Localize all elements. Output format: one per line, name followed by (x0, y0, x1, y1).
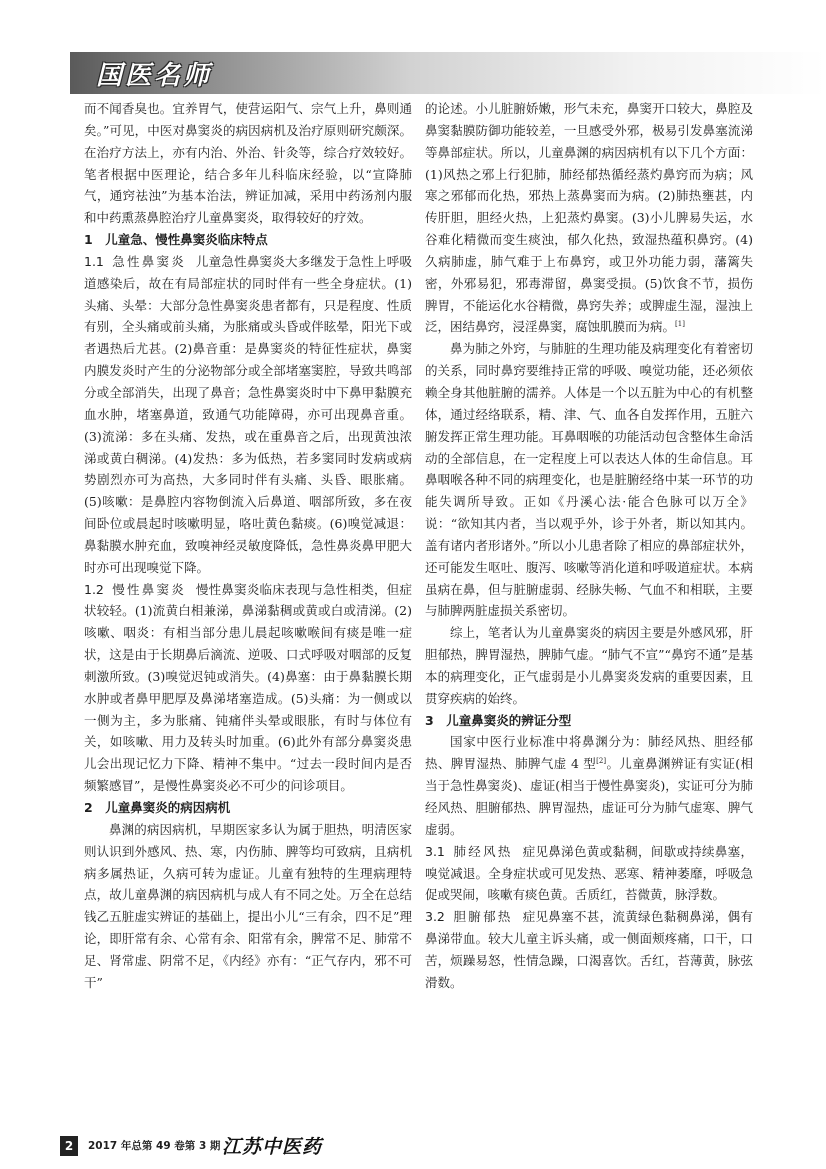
issue-info: 2017 年总第 49 卷第 3 期 (88, 1140, 221, 1152)
subsection-3-1 (425, 841, 753, 907)
left-column (84, 98, 412, 994)
subsection-text: 症见鼻塞不甚，流黄绿色黏稠鼻涕，偶有鼻涕带血。较大儿童主诉头痛，或一侧面颊疼痛，口干，口苦，烦躁易怒，性情急躁，口渴喜饮。舌红，苔薄黄，脉弦滑数。 (425, 909, 753, 990)
paragraph: 而不闻香臭也。宜养胃气，使营运阳气、宗气上升，鼻则通矣。”可见，中医对鼻窦炎的病因病机及治疗原则研究颇深。在治疗方法上，亦有内治、外治、针灸等，综合疗效较好。笔者根据中医理论，结合多年儿科临床经验，以“宣降肺气，通窍祛浊”为基本治法，辨证加减，采用中药汤剂内服和中药熏蒸鼻腔治疗儿童鼻窦炎，取得较好的疗效。 (84, 101, 412, 226)
subsection-text: 症见鼻涕色黄或黏稠，间歇或持续鼻塞，嗅觉减退。全身症状或可见发热、恶寒、精神萎靡，呼吸急促或哭闹，咳嗽有痰色黄。舌质红，苔微黄，脉浮数。 (425, 843, 753, 903)
heading-2: 2 儿童鼻窦炎的病因病机 (84, 800, 231, 815)
subsection-title: 胆腑郁热 (453, 909, 513, 925)
subsection-number: 1.1 (84, 253, 104, 269)
subsection-number: 3.1 (425, 843, 445, 859)
subsection-title: 慢性鼻窦炎 (112, 581, 186, 597)
subsection-text: 慢性鼻窦炎临床表现与急性相类，但症状较轻。(1)流黄白相兼涕，鼻涕黏稠或黄或白或清涕。(2)咳嗽、咽炎：有相当部分患儿晨起咳嗽喉间有痰是唯一症状，这是由于长期鼻后滴流、逆吸、口式呼吸对咽部的反复刺激所致。(3)嗅觉迟钝或消失。(4)鼻塞：由于鼻黏膜长期水肿或者鼻甲肥厚及鼻涕堵塞造成。(5)头痛：为一侧或以一侧为主，多为胀痛、钝痛伴头晕或眼胀，有时与体位有关，如咳嗽、用力及转头时加重。(6)此外有部分鼻窦炎患儿会出现记忆力下降、精神不集中。“过去一段时间内是否频繁感冒”，是慢性鼻窦炎必不可少的问诊项目。 (84, 581, 412, 794)
paragraph: 鼻为肺之外窍，与肺脏的生理功能及病理变化有着密切的关系，同时鼻窍要维持正常的呼吸、嗅觉功能，还必须依赖全身其他脏腑的濡养。人体是一个以五脏为中心的有机整体，通过经络联系，精、津、气、血各自发挥作用，五脏六腑发挥正常生理功能。耳鼻咽喉的功能活动包含整体生命活动的全部信息，在一定程度上可以表达人体的生命信息。耳鼻咽喉各种不同的病理变化，也是脏腑经络中某一环节的功能失调所导致。正如《丹溪心法·能合色脉可以万全》说：“欲知其内者，当以观乎外，诊于外者，斯以知其内。盖有诸内者形诸外。”所以小儿患者除了相应的鼻部症状外，还可能发生呕吐、腹泻、咳嗽等消化道和呼吸道症状。本病虽病在鼻，但与脏腑虚弱、经脉失畅、气血不和相联，主要与肺脾两脏虚损关系密切。 (425, 341, 753, 619)
subsection-1-1 (84, 251, 412, 579)
subsection-3-2 (425, 906, 753, 993)
page-number: 2 (60, 1136, 78, 1156)
subsection-1-2 (84, 579, 412, 797)
citation: [2] (596, 757, 607, 766)
section-title: 国医名师 (96, 61, 213, 91)
paragraph-text: 。儿童鼻渊辨证有实证(相当于急性鼻窦炎)、虚证(相当于慢性鼻窦炎)，实证可分为肺经风热、胆腑郁热、脾胃湿热，虚证可分为肺气虚寒、脾气虚弱。 (425, 756, 753, 837)
subsection-text: 儿童急性鼻窦炎大多继发于急性上呼吸道感染后，故在有局部症状的同时伴有一些全身症状。(1)头痛、头晕：大部分急性鼻窦炎患者都有，只是程度、性质有别，全头痛或前头痛，为胀痛或头昏或伴眩晕，阳光下或者遇热后尤甚。(2)鼻音重：是鼻窦炎的特征性症状，鼻窦内膜发炎时产生的分泌物部分或全部堵塞窦腔，导致共鸣部分或全部消失，出现了鼻音；急性鼻窦炎时中下鼻甲黏膜充血水肿，堵塞鼻道，致通气功能障碍，亦可出现鼻音重。(3)流涕：多在头痛、发热，或在重鼻音之后，出现黄浊浓涕或黄白稠涕。(4)发热：多为低热，若多窦同时发病或病势剧烈亦可为高热，大多同时伴有头痛、头昏、眼胀痛。(5)咳嗽：是鼻腔内容物倒流入后鼻道、咽部所致，多在夜间卧位或晨起时咳嗽明显，咯吐黄色黏痰。(6)嗅觉减退：鼻黏膜水肿充血，致嗅神经灵敏度降低，急性鼻炎鼻甲肥大时亦可出现嗅觉下降。 (84, 253, 412, 575)
paragraph (425, 731, 753, 840)
heading-3: 3 儿童鼻窦炎的辨证分型 (425, 712, 572, 728)
subsection-title: 急性鼻窦炎 (112, 253, 186, 269)
page-footer (60, 1133, 760, 1159)
subsection-number: 3.2 (425, 909, 445, 925)
subsection-number: 1.2 (84, 581, 104, 597)
paragraph (425, 98, 753, 338)
subsection-title: 肺经风热 (453, 843, 513, 859)
citation: [1] (675, 320, 685, 329)
heading-1: 1 儿童急、慢性鼻窦炎临床特点 (84, 232, 268, 248)
paragraph-text: 国家中医行业标准中将鼻渊分为：肺经风热、胆经郁热、脾胃湿热、肺脾气虚 4 型 (425, 734, 753, 772)
paragraph: 综上，笔者认为儿童鼻窦炎的病因主要是外感风邪，肝胆郁热，脾胃湿热，脾肺气虚。“肺气不宣”“鼻窍不通”是基本的病理变化，正气虚弱是小儿鼻窦炎发病的重要因素，且贯穿疾病的始终。 (425, 625, 753, 706)
journal-logo: 江苏中医药 (222, 1136, 323, 1158)
right-column (425, 98, 753, 994)
section-header (70, 52, 826, 94)
paragraph-text: 的论述。小儿脏腑娇嫩，形气未充，鼻窦开口较大，鼻腔及鼻窦黏膜防御功能较差，一旦感受外邪，极易引发鼻塞流涕等鼻部症状。所以，儿童鼻渊的病因病机有以下几个方面：(1)风热之邪上行犯肺，肺经郁热循经蒸灼鼻窍而为病；风寒之邪郁而化热，邪热上蒸鼻窦而为病。(2)肺热壅甚，内传肝胆，胆经火热，上犯蒸灼鼻窦。(3)小儿脾易失运，水谷难化精微而变生痰浊，郁久化热，致湿热蕴积鼻窍。(4)久病肺虚，肺气难于上布鼻窍，或卫外功能力弱，藩篱失密，外邪易犯，邪毒滞留，鼻窦受损。(5)饮食不节，损伤脾胃，不能运化水谷精微，鼻窍失养；或脾虚生湿，湿浊上泛，困结鼻窍，浸淫鼻窦，腐蚀肌膜而为病。 (425, 101, 753, 335)
paragraph: 鼻渊的病因病机，早期医家多认为属于胆热，明清医家则认识到外感风、热、寒，内伤肺、脾等均可致病，且病机病多属热证，久病可转为虚证。儿童有独特的生理病理特点，故儿童鼻渊的病因病机与成人有不同之处。万全在总结钱乙五脏虚实辨证的基础上，提出小儿“三有余，四不足”理论，即肝常有余、心常有余、阳常有余，脾常不足、肺常不足、肾常虚、阴常不足，《内经》亦有：“正气存内，邪不可干” (84, 821, 412, 990)
